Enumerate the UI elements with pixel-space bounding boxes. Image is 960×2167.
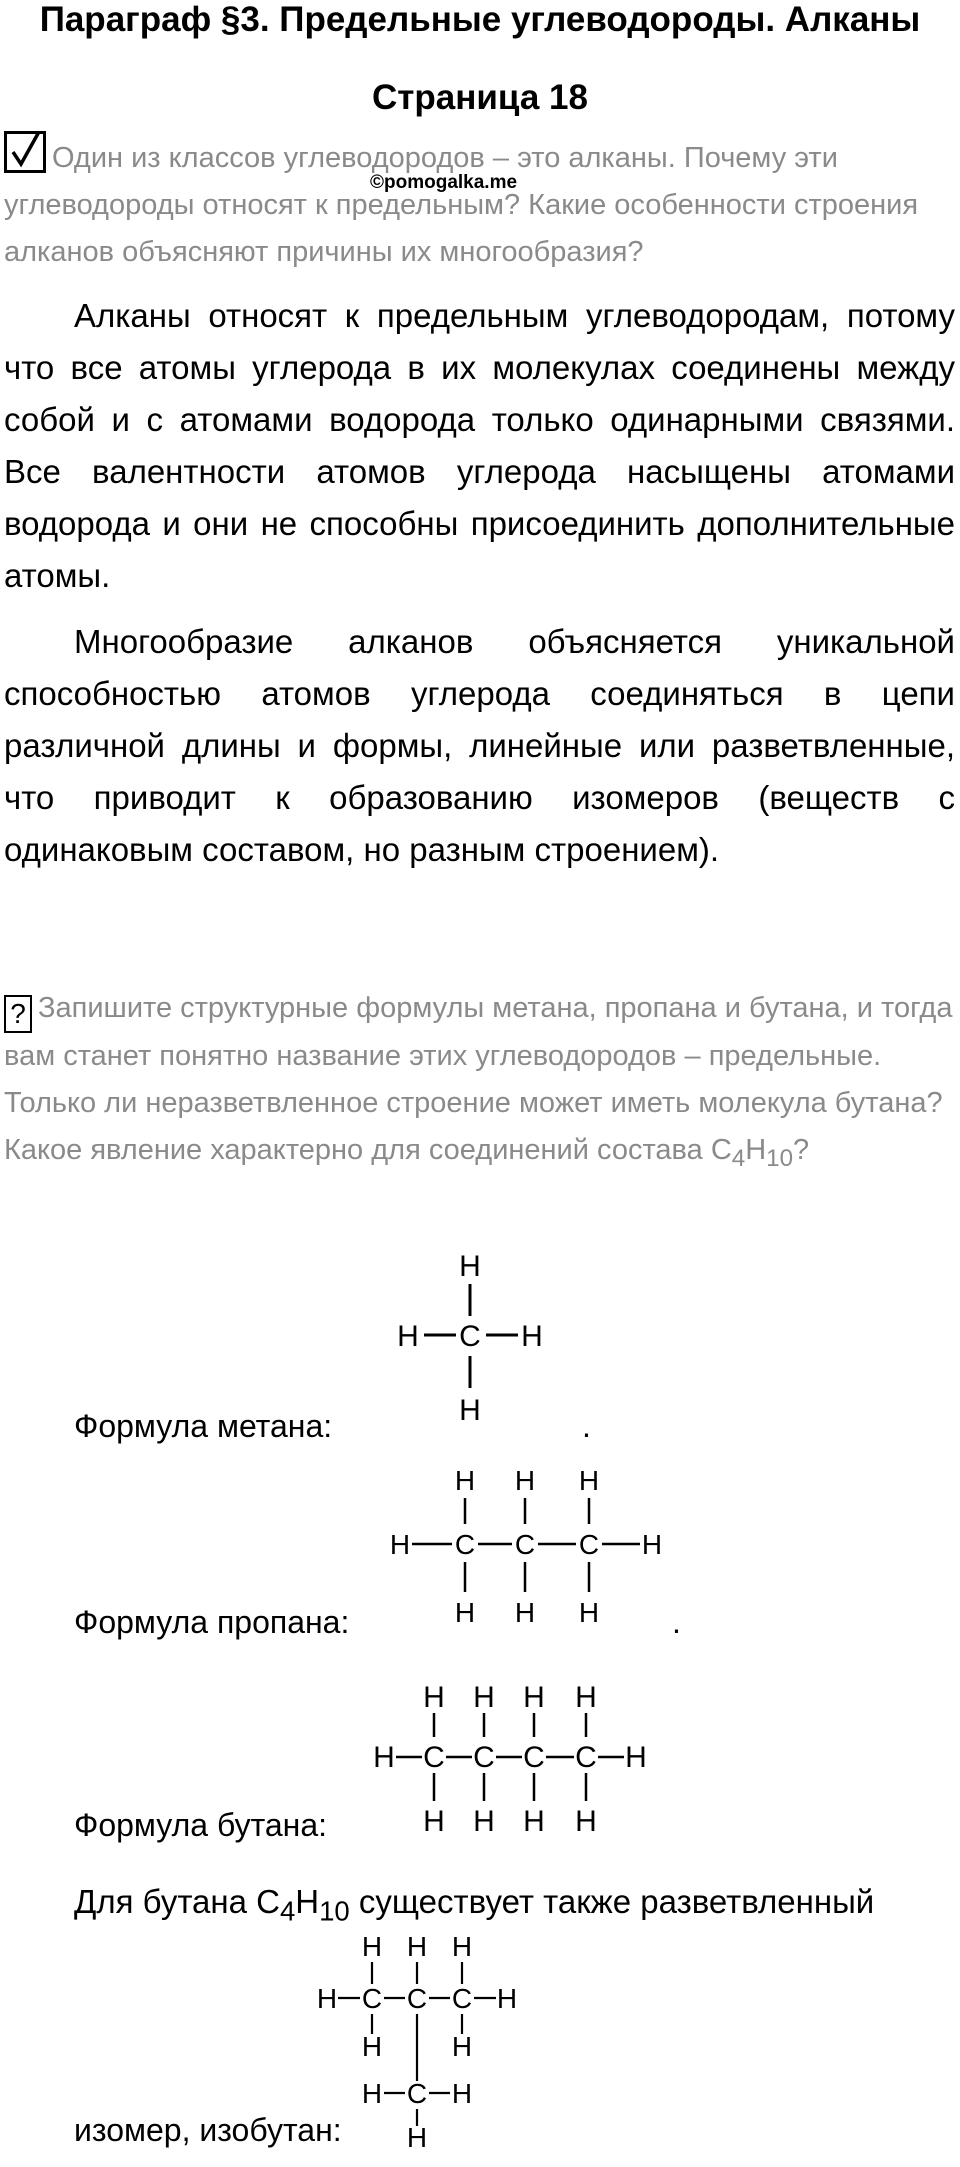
svg-text:H: H — [361, 2078, 383, 2109]
atom-h: H — [459, 1394, 481, 1427]
svg-text:H: H — [454, 1597, 476, 1628]
svg-text:H: H — [373, 1741, 395, 1774]
svg-text:C: C — [406, 2078, 428, 2109]
svg-text:H: H — [625, 1741, 647, 1774]
svg-text:C: C — [523, 1741, 545, 1774]
svg-text:C: C — [473, 1741, 495, 1774]
svg-text:H: H — [361, 1931, 383, 1962]
atom-c: C — [459, 1320, 481, 1353]
svg-text:H: H — [575, 1681, 597, 1714]
svg-text:C: C — [406, 1983, 428, 2014]
svg-text:H: H — [451, 2078, 473, 2109]
isobutane-label: изомер, изобутан: — [74, 2112, 342, 2148]
question-1-text: Один из классов углеводородов – это алканы. Почему эти углеводороды относят к предельным? Какие особенности строения алканов объясняют причины их многообразия? — [4, 142, 919, 268]
svg-text:H: H — [406, 2122, 428, 2153]
svg-text:H: H — [361, 2031, 383, 2062]
svg-text:C: C — [575, 1741, 597, 1774]
svg-text:H: H — [316, 1983, 338, 2014]
isomer-sentence: Для бутана $C_4H_{10}$ существует также разветвленный — [74, 1883, 875, 1927]
question-1 — [4, 131, 956, 276]
svg-text:H: H — [473, 1681, 495, 1714]
svg-text:H: H — [406, 1931, 428, 1962]
page-subtitle: Страница 18 — [372, 78, 588, 117]
page-title: Параграф §3. Предельные углеводороды. Алканы — [39, 0, 921, 39]
svg-text:H: H — [523, 1805, 545, 1838]
svg-text:H: H — [423, 1805, 445, 1838]
svg-text:H: H — [575, 1805, 597, 1838]
atom-h: H — [459, 1250, 481, 1283]
svg-text:H: H — [496, 1983, 518, 2014]
svg-text:C: C — [451, 1983, 473, 2014]
svg-text:H: H — [523, 1681, 545, 1714]
svg-text:C: C — [361, 1983, 383, 2014]
atom-h: H — [397, 1320, 419, 1353]
svg-text:H: H — [389, 1529, 411, 1560]
answer-paragraph-1: Алканы относят к предельным углеводородам, потому что все атомы углерода в их молекулах соединены между собой и с атомами водорода только одинарными связями. Все валентности атомов углерода насыщены атомами водорода и они не способны присоединить дополнительные атомы. — [4, 297, 955, 594]
propane-structure — [380, 1462, 680, 1642]
question-mark-icon: ? — [4, 995, 32, 1033]
checkbox-icon — [4, 131, 46, 173]
svg-text:H: H — [451, 1931, 473, 1962]
svg-text:H: H — [454, 1465, 476, 1496]
svg-text:H: H — [641, 1529, 663, 1560]
svg-text:H: H — [578, 1597, 600, 1628]
question-2: ? Запишите структурные формулы метана, пропана и бутана, и тогда вам станет понятно название этих углеводородов – предельные. Только ли неразветвленное строение может иметь молекула бутана? Какое явление характерно для соединений состава $C_4H_{10}$? — [4, 992, 953, 1172]
svg-text:C: C — [423, 1741, 445, 1774]
watermark: ©pomogalka.me — [370, 172, 518, 193]
svg-text:H: H — [451, 2031, 473, 2062]
svg-text:H: H — [514, 1597, 536, 1628]
svg-text:C: C — [514, 1529, 536, 1560]
svg-text:H: H — [423, 1681, 445, 1714]
answer-paragraph-2: Многообразие алканов объясняется уникальной способностью атомов углерода соединяться в цепи различной длины и формы, линейные или разветвленные, что приводит к образованию изомеров (веществ с одинаковым составом, но разным строением). — [4, 623, 955, 868]
methane-dot: . — [582, 1408, 591, 1444]
propane-dot: . — [672, 1604, 681, 1640]
atom-h: H — [521, 1320, 543, 1353]
butane-label: Формула бутана: — [74, 1807, 328, 1843]
methane-structure — [380, 1240, 560, 1430]
svg-text:H: H — [473, 1805, 495, 1838]
svg-text:C: C — [454, 1529, 476, 1560]
svg-text:H: H — [578, 1465, 600, 1496]
methane-label: Формула метана: — [74, 1408, 333, 1444]
svg-text:H: H — [514, 1465, 536, 1496]
butane-structure — [354, 1673, 654, 1853]
svg-text:C: C — [578, 1529, 600, 1560]
propane-label: Формула пропана: — [74, 1604, 350, 1640]
